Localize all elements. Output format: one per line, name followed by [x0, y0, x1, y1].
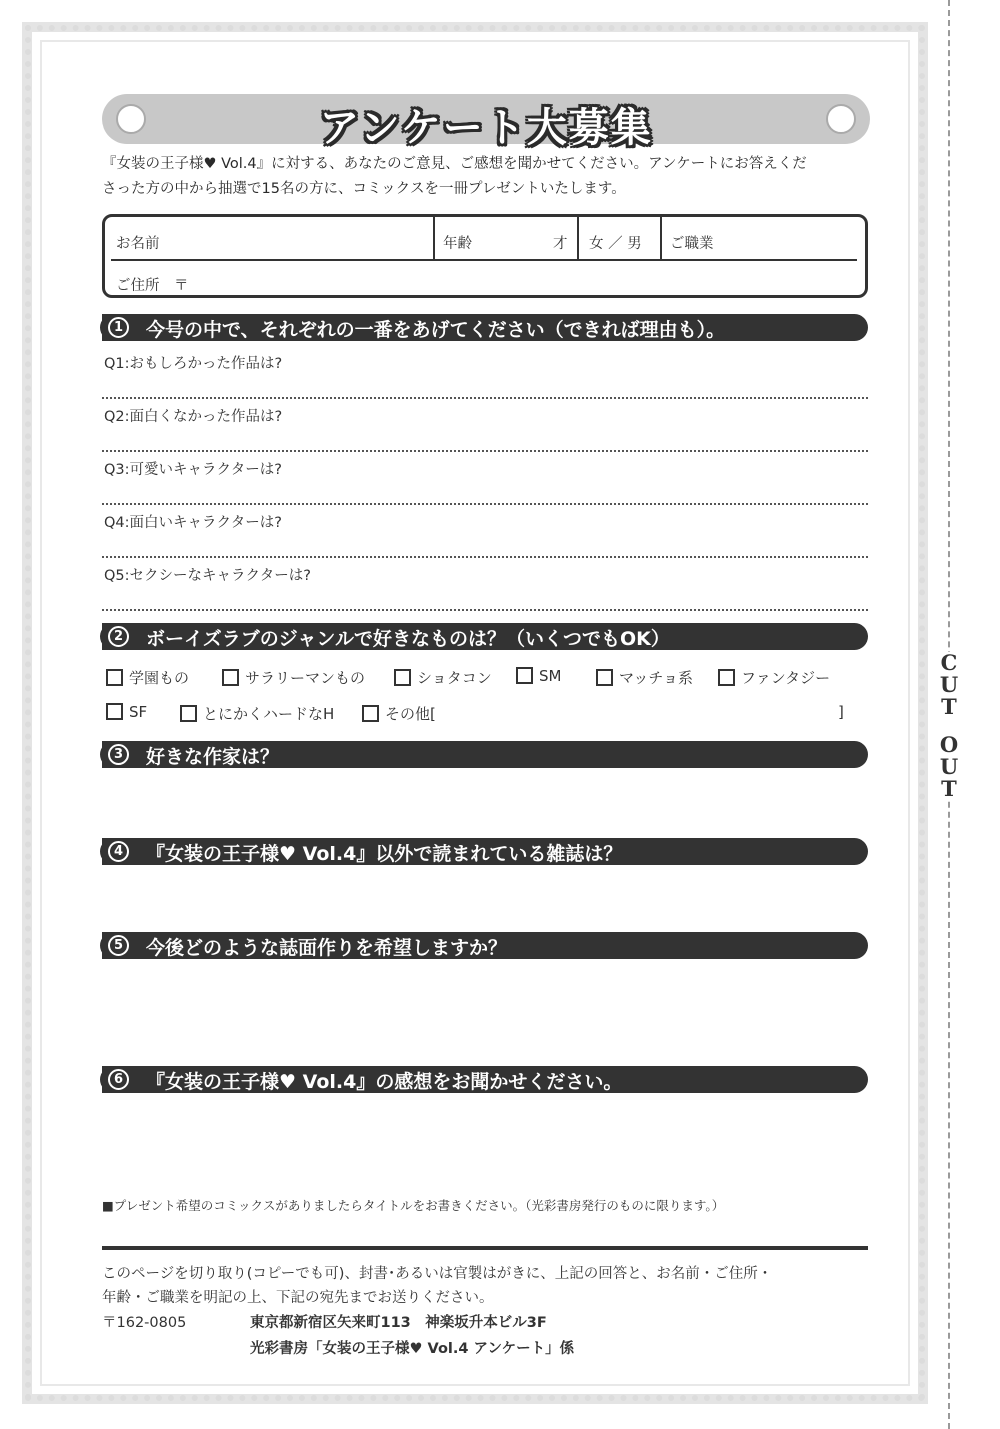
personal-info-box [102, 214, 868, 298]
footer-instructions: 年齢・ご職業を明記の上、下記の宛先までお送りください。 [102, 1290, 494, 1306]
genre-checkbox[interactable]: ショタコン [394, 667, 492, 688]
age-field[interactable]: 年齢 [443, 236, 472, 252]
section-title: 好きな作家は？ [146, 746, 280, 768]
section-number: 5 [108, 935, 129, 956]
footer-instructions: このページを切り取り(コピーでも可)、封書･あるいは官製はがきに、上記の回答と、お名前・ご住所・ [102, 1266, 773, 1282]
cut-letter: T [941, 694, 957, 719]
checkbox-icon[interactable] [596, 669, 613, 686]
answer-line[interactable] [102, 556, 868, 558]
banner-hole-right [826, 104, 856, 134]
genre-checkbox[interactable]: ファンタジー [718, 667, 830, 688]
answer-line[interactable] [102, 503, 868, 505]
present-note: ■プレゼント希望のコミックスがありましたらタイトルをお書きください。（光彩書房発行のものに限ります。） [102, 1198, 725, 1213]
cut-letter: T [941, 776, 957, 801]
cut-letter: C [940, 650, 958, 675]
genre-checkbox[interactable]: マッチョ系 [596, 667, 693, 688]
mailing-recipient: 光彩書房「女装の王子様♥ Vol.4 アンケート」係 [250, 1341, 575, 1357]
question-label: Q5:セクシーなキャラクターは? [104, 568, 311, 584]
answer-line[interactable] [102, 450, 868, 452]
genre-checkbox[interactable]: SM [516, 667, 561, 685]
page-title: アンケート大募集 [319, 105, 653, 151]
checkbox-icon[interactable] [718, 669, 735, 686]
section-header-3 [102, 741, 868, 768]
checkbox-icon[interactable] [516, 667, 533, 684]
checkbox-icon[interactable] [180, 705, 197, 722]
section-header-5 [102, 932, 868, 959]
section-title: 『女装の王子様♥ Vol.4』の感想をお聞かせください。 [146, 1071, 623, 1093]
genre-checkbox[interactable]: サラリーマンもの [222, 667, 365, 688]
address-field[interactable]: ご住所 〒 [116, 278, 189, 294]
checkbox-icon[interactable] [362, 705, 379, 722]
answer-line[interactable] [102, 609, 868, 611]
section-number: 2 [108, 626, 129, 647]
occupation-field[interactable]: ご職業 [670, 236, 714, 252]
section-title: ボーイズラブのジャンルで好きなものは？（いくつでもOK） [146, 628, 670, 650]
section-number: 4 [108, 841, 129, 862]
cut-letter: O [939, 732, 959, 757]
checkbox-icon[interactable] [106, 669, 123, 686]
section-header-4 [102, 838, 868, 865]
cut-out-label [934, 652, 964, 800]
checkbox-icon[interactable] [222, 669, 239, 686]
name-field[interactable]: お名前 [116, 236, 160, 252]
question-label: Q2:面白くなかった作品は? [104, 409, 283, 425]
title-banner [102, 94, 870, 151]
question-label: Q1:おもしろかった作品は? [104, 356, 283, 372]
gender-field[interactable]: 女 ／ 男 [589, 236, 642, 252]
age-unit: 才 [553, 236, 568, 252]
cut-letter: U [939, 754, 959, 779]
genre-checkbox[interactable]: SF [106, 703, 147, 721]
genre-checkbox[interactable]: 学園もの [106, 667, 189, 688]
answer-line[interactable] [102, 397, 868, 399]
checkbox-icon[interactable] [394, 669, 411, 686]
intro-line: さった方の中から抽選で15名の方に、コミックスを一冊プレゼントいたします。 [102, 181, 626, 197]
section-title: 『女装の王子様♥ Vol.4』以外で読まれている雑誌は？ [146, 843, 623, 865]
intro-text [102, 152, 882, 202]
section-header-1 [102, 314, 868, 341]
genre-checkbox-other[interactable]: その他[ [362, 703, 436, 724]
postal-code: 〒162-0805 [102, 1315, 187, 1331]
divider [102, 1246, 868, 1250]
section-number: 3 [108, 744, 129, 765]
section-header-6 [102, 1066, 868, 1093]
mailing-address: 東京都新宿区矢来町113 神楽坂升本ビル3F [250, 1315, 547, 1331]
other-bracket-close: ] [838, 703, 844, 721]
section-number: 6 [108, 1069, 129, 1090]
checkbox-icon[interactable] [106, 703, 123, 720]
intro-line: 『女装の王子様♥ Vol.4』に対する、あなたのご意見、ご感想を聞かせてください。アンケートにお答えくだ [102, 156, 807, 172]
genre-checkbox[interactable]: とにかくハードなH [180, 703, 334, 724]
section-title: 今号の中で、それぞれの一番をあげてください（できれば理由も）。 [146, 319, 726, 341]
section-number: 1 [108, 317, 129, 338]
section-header-2 [102, 623, 868, 650]
question-label: Q3:可愛いキャラクターは? [104, 462, 282, 478]
cut-letter: U [939, 672, 959, 697]
section-title: 今後どのような誌面作りを希望しますか？ [146, 937, 508, 959]
question-label: Q4:面白いキャラクターは? [104, 515, 282, 531]
